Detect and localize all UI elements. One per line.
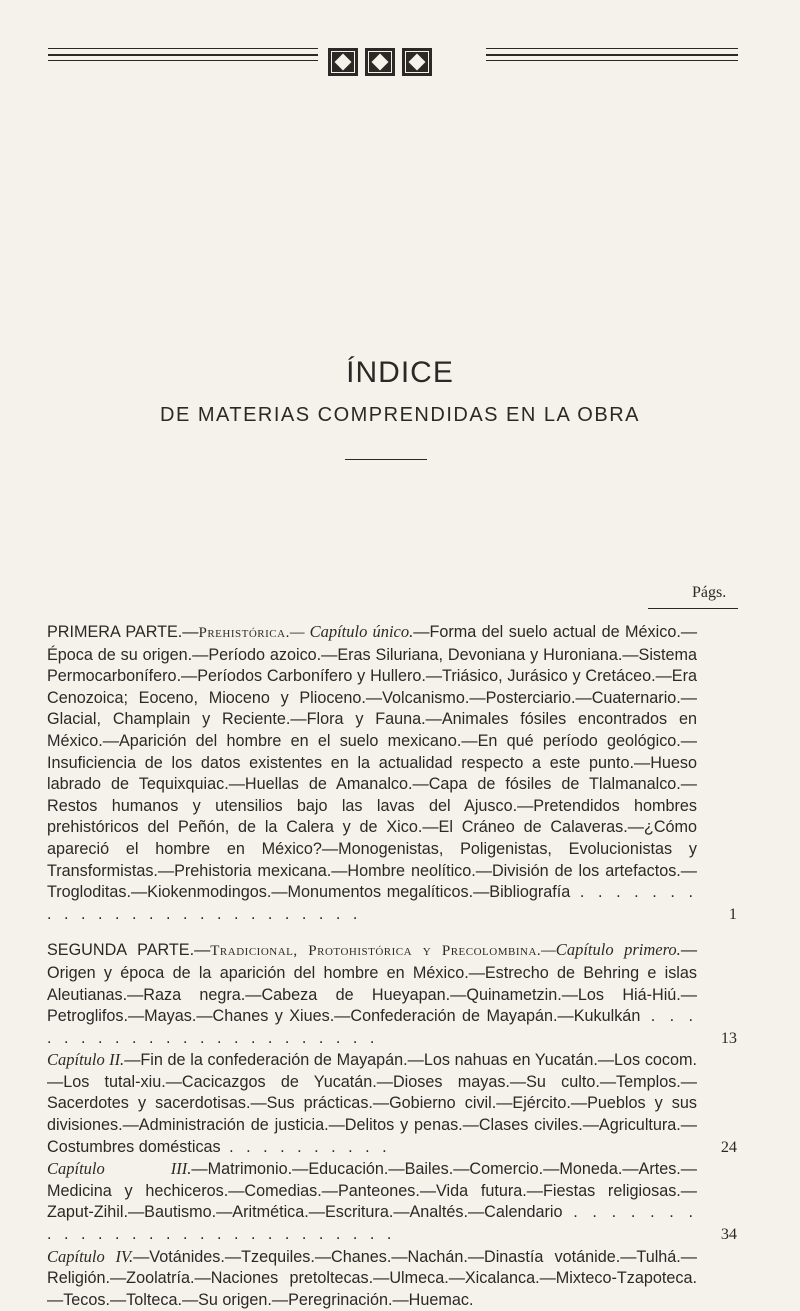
pages-column-rule [648, 608, 738, 609]
entry-page-number: 1 [728, 904, 737, 923]
tile-ornament-icon [328, 48, 358, 76]
index-entry-part-one [47, 621, 737, 925]
entry-leader: . . . . . . . . . . [220, 1137, 391, 1156]
pages-column-header: Págs. [692, 584, 727, 601]
tile-ornament-icon [402, 48, 432, 76]
entry-text: —Origen y época de la aparición del hombre en México.—Estrecho de Behring e islas Aleutianas.—Raza negra.—Cabeza de Hueyapan.—Quinametzin.—Los Hiá-Hiú.—Petroglifos.—Mayas.—Chanes y Xiues.—Confederación de Mayapán.—Kukulkán [47, 941, 697, 1026]
entry-lead: SEGUNDA PARTE.— [47, 941, 211, 960]
entry-leader: . . . . . . . . . . . . . . . . . . . . . . . [47, 1007, 697, 1047]
entry-text: —Votánides.—Tzequiles.—Chanes.—Nachán.—Dinastía votánide.—Tulhá.—Religión.—Zoolatría.—Naciones pretoltecas.—Ulmeca.—Xicalanca.—Mixteco-Tzapoteca.—Tecos.—Tolteca.—Su origen.—Peregrinación.—Huemac. [47, 1247, 697, 1309]
entry-chapter: Capítulo II. [47, 1050, 125, 1070]
entry-text: —Forma del suelo actual de México.—Época de su origen.—Período azoico.—Eras Siluriana, Devoniana y Huroniana.—Sistema Permocarbonífero.—Períodos Carbonífero y Hullero.—Triásico, Jurásico y Cretáceo.—Era Cenozoica; Eoceno, Mioceno y Plioceno.—Volcanismo.—Posterciario.—Cuaternario.—Glacial, Champlain y Reciente.—Flora y Fauna.—Animales fósiles encontrados en México.—Aparición del hombre en el suelo mexicano.—En qué período geológico.—Insuficiencia de los datos existentes en la actualidad respecto a este punto.—Hueso labrado de Tequixquiac.—Huellas de Amanalco.—Capa de fósiles de Tlalmanalco.—Restos humanos y utensilios bajo las lavas del Ajusco.—Pretendidos hombres prehistóricos del Peñón, de la Calera y de Xico.—El Cráneo de Calaveras.—¿Cómo apareció el hombre en México?—Monogenistas, Poligenistas, Evolucionistas y Transformistas.—Prehistoria mexicana.—Hombre neolítico.—División de los artefactos.—Trogloditas.—Kiokenmodingos.—Monumentos megalíticos.—Bibliografía [47, 623, 698, 902]
entry-page-number: 34 [720, 1225, 737, 1244]
ornament-rule-right [486, 44, 738, 78]
tile-ornament-icon [365, 48, 395, 76]
page-subtitle: DE MATERIAS COMPRENDIDAS EN LA OBRA [160, 404, 640, 426]
index-entry-part-two-ch2 [47, 1049, 737, 1158]
page-title: ÍNDICE [346, 356, 454, 389]
entry-lead: PRIMERA PARTE.— [47, 623, 199, 641]
index-entry-part-two-ch4 [47, 1246, 737, 1311]
entry-chapter: — Capítulo único. [289, 622, 414, 641]
entry-category: Prehistórica. [198, 625, 290, 641]
entry-leader: . . . . . . . . . . . . . . . . . . . . . . . . . . [47, 883, 697, 923]
entry-text: —Fin de la confederación de Mayapán.—Los nahuas en Yucatán.—Los cocom.—Los tutal-xiu.—Cacicazgos de Yucatán.—Dioses mayas.—Su culto.—Templos.—Sacerdotes y sacerdotisas.—Sus prácticas.—Gobierno civil.—Ejército.—Pueblos y sus divisiones.—Administración de justicia.—Delitos y penas.—Clases civiles.—Agricultura.—Costumbres domésticas [47, 1051, 697, 1156]
header-ornament [48, 44, 738, 78]
entry-chapter: Capítulo III. [47, 1159, 192, 1179]
entry-chapter: Capítulo IV. [47, 1246, 134, 1266]
index-entries [47, 621, 737, 1311]
ornament-rule-left [48, 44, 318, 78]
index-entry-part-two-ch1 [47, 939, 737, 1049]
title-divider [345, 459, 427, 460]
entry-category: Tradicional, Protohistórica y Precolombina. [210, 943, 542, 960]
entry-leader: . . . . . . . . . . . . . . . . . . . . . . . . . . . . [47, 1203, 697, 1244]
index-entry-part-two-ch3 [47, 1158, 737, 1245]
entry-page-number: 13 [720, 1028, 737, 1047]
entry-page-number: 24 [720, 1137, 737, 1156]
entry-text: —Matrimonio.—Educación.—Bailes.—Comercio.—Moneda.—Artes.—Medicina y hechiceros.—Comedias.—Panteones.—Vida futura.—Fiestas religiosas.—Zaput-Zihil.—Bautismo.—Aritmética.—Escritura.—Analtés.—Calendario [47, 1160, 697, 1222]
ornament-tiles [328, 48, 478, 76]
entry-chapter: —Capítulo primero. [541, 940, 681, 960]
